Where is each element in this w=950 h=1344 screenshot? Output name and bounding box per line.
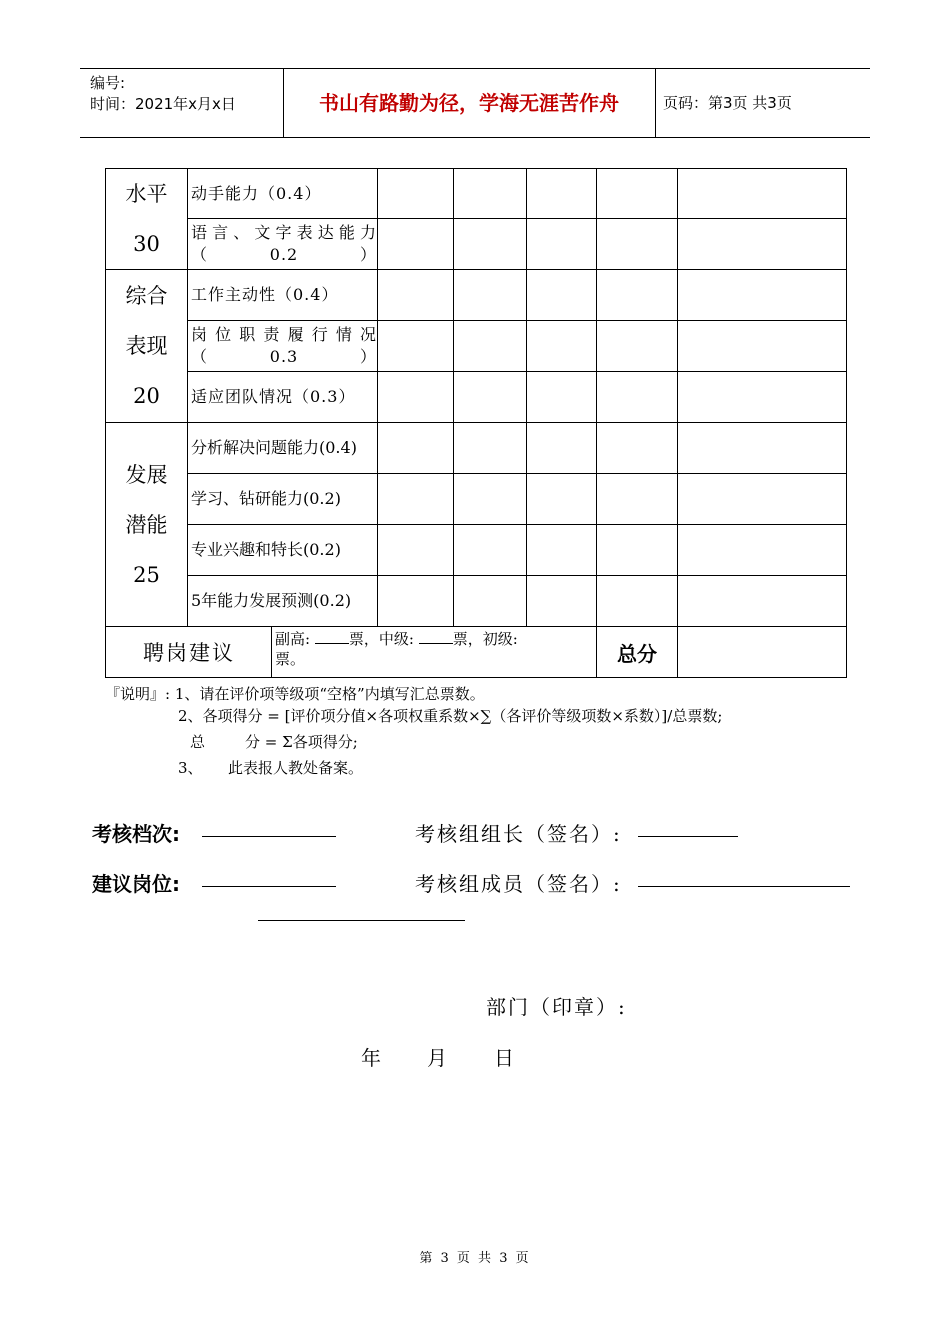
member-underline-2[interactable] xyxy=(258,920,465,921)
score-cell[interactable] xyxy=(597,576,678,627)
score-cell[interactable] xyxy=(454,169,527,219)
score-cell[interactable] xyxy=(597,219,678,270)
score-cell[interactable] xyxy=(454,372,527,423)
score-cell[interactable] xyxy=(597,423,678,474)
member-label: 考核组成员（签名）: xyxy=(415,872,622,896)
category-cell: 发展 潜能 25 xyxy=(106,423,188,627)
date-month: 月 xyxy=(427,1046,449,1070)
note-line: 2、各项得分 = [评价项分值×各项权重系数×∑（各评价等级项数×系数）]/总票数; xyxy=(178,707,723,725)
note-line: 总 xyxy=(190,733,206,751)
score-cell[interactable] xyxy=(378,169,454,219)
table-row xyxy=(106,270,847,321)
evaluation-table xyxy=(105,168,847,678)
score-cell[interactable] xyxy=(678,576,847,627)
score-cell[interactable] xyxy=(597,372,678,423)
number-label: 编号: xyxy=(90,74,126,92)
score-cell[interactable] xyxy=(527,321,597,372)
table-row xyxy=(106,219,847,270)
score-cell[interactable] xyxy=(678,525,847,576)
score-cell[interactable] xyxy=(454,270,527,321)
score-cell[interactable] xyxy=(378,474,454,525)
level-label: 考核档次: xyxy=(92,822,180,846)
score-cell[interactable] xyxy=(527,169,597,219)
criterion-cell: 适应团队情况（0.3） xyxy=(188,372,378,423)
score-cell[interactable] xyxy=(678,423,847,474)
recommend-label: 聘岗建议 xyxy=(106,627,272,678)
criterion-cell: 学习、钻研能力(0.2) xyxy=(188,474,378,525)
recommend-values[interactable]: 副高: 票，中级: 票，初级: 票。 xyxy=(272,627,597,678)
header-page-info: 页码：第3页 共3页 xyxy=(663,94,792,112)
blank-line[interactable] xyxy=(419,629,453,644)
criterion-cell: 专业兴趣和特长(0.2) xyxy=(188,525,378,576)
score-cell[interactable] xyxy=(678,372,847,423)
total-score-cell[interactable] xyxy=(678,627,847,678)
score-cell[interactable] xyxy=(597,270,678,321)
header-divider xyxy=(655,69,656,137)
table-row xyxy=(106,169,847,219)
score-cell[interactable] xyxy=(527,372,597,423)
note-line: 此表报人教处备案。 xyxy=(228,759,364,777)
score-cell[interactable] xyxy=(678,321,847,372)
score-cell[interactable] xyxy=(454,474,527,525)
score-cell[interactable] xyxy=(378,270,454,321)
header-meta xyxy=(90,73,236,115)
blank-line[interactable] xyxy=(315,629,349,644)
category-cell: 综合 表现 20 xyxy=(106,270,188,423)
table-row xyxy=(106,423,847,474)
position-underline[interactable] xyxy=(202,886,336,887)
score-cell[interactable] xyxy=(597,321,678,372)
total-label: 总分 xyxy=(597,627,678,678)
page-header xyxy=(80,68,870,138)
table-row xyxy=(106,321,847,372)
score-cell[interactable] xyxy=(527,423,597,474)
table-row xyxy=(106,474,847,525)
score-cell[interactable] xyxy=(678,169,847,219)
score-cell[interactable] xyxy=(597,525,678,576)
member-underline[interactable] xyxy=(638,886,850,887)
time-label: 时间：2021年x月x日 xyxy=(90,95,236,113)
score-cell[interactable] xyxy=(378,321,454,372)
score-cell[interactable] xyxy=(527,270,597,321)
note-line: 分 = Σ各项得分; xyxy=(245,733,358,751)
score-cell[interactable] xyxy=(527,525,597,576)
criterion-cell: 工作主动性（0.4） xyxy=(188,270,378,321)
score-cell[interactable] xyxy=(378,576,454,627)
score-cell[interactable] xyxy=(454,423,527,474)
score-cell[interactable] xyxy=(678,270,847,321)
criterion-cell: 动手能力（0.4） xyxy=(188,169,378,219)
category-cell: 水平 30 xyxy=(106,169,188,270)
recommendation-row xyxy=(106,627,847,678)
score-cell[interactable] xyxy=(378,372,454,423)
score-cell[interactable] xyxy=(454,576,527,627)
leader-label: 考核组组长（签名）: xyxy=(415,822,622,846)
level-underline[interactable] xyxy=(202,836,336,837)
table-row xyxy=(106,372,847,423)
criterion-cell: 分析解决问题能力(0.4) xyxy=(188,423,378,474)
score-cell[interactable] xyxy=(678,219,847,270)
note-line: 3、 xyxy=(178,759,203,777)
score-cell[interactable] xyxy=(378,219,454,270)
position-label: 建议岗位: xyxy=(92,872,180,896)
page-footer: 第 3 页 共 3 页 xyxy=(419,1251,531,1266)
score-cell[interactable] xyxy=(454,525,527,576)
criterion-cell: 岗位职责履行情况 （0.3） xyxy=(188,321,378,372)
date-year: 年 xyxy=(361,1046,383,1070)
score-cell[interactable] xyxy=(597,474,678,525)
dept-label: 部门（印章）: xyxy=(486,995,627,1019)
score-cell[interactable] xyxy=(454,321,527,372)
score-cell[interactable] xyxy=(678,474,847,525)
score-cell[interactable] xyxy=(527,219,597,270)
note-line: 『说明』: 1、请在评价项等级项“空格”内填写汇总票数。 xyxy=(105,685,485,703)
score-cell[interactable] xyxy=(454,219,527,270)
date-day: 日 xyxy=(494,1046,516,1070)
score-cell[interactable] xyxy=(378,525,454,576)
header-motto: 书山有路勤为径，学海无涯苦作舟 xyxy=(319,91,619,115)
leader-underline[interactable] xyxy=(638,836,738,837)
score-cell[interactable] xyxy=(597,169,678,219)
score-cell[interactable] xyxy=(527,474,597,525)
score-cell[interactable] xyxy=(527,576,597,627)
criterion-cell: 5年能力发展预测(0.2) xyxy=(188,576,378,627)
score-cell[interactable] xyxy=(378,423,454,474)
table-row xyxy=(106,576,847,627)
criterion-cell: 语言、文字表达能力 （0.2） xyxy=(188,219,378,270)
table-row xyxy=(106,525,847,576)
